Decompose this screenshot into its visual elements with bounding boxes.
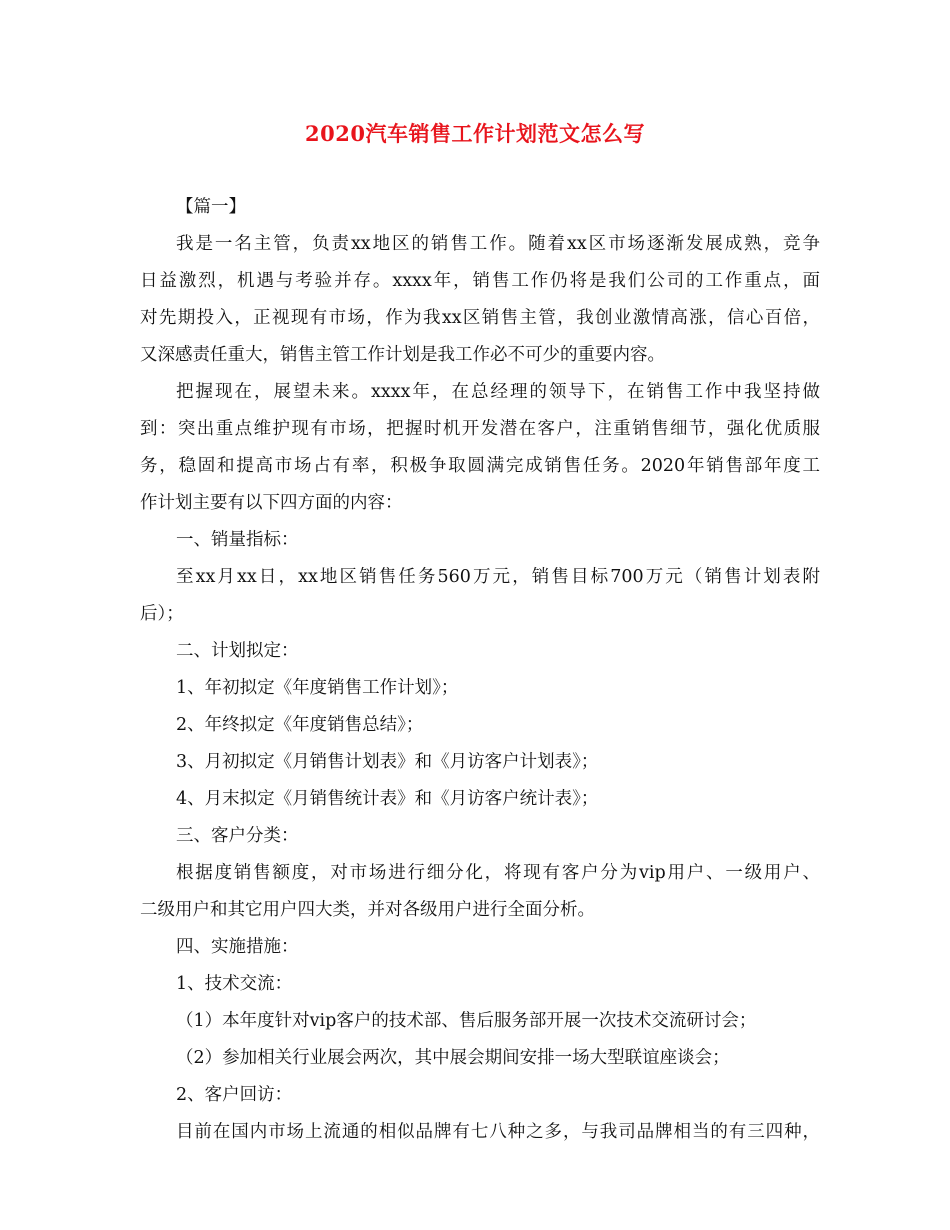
text-line: 四、实施措施：: [176, 937, 299, 957]
text-line: 日益激烈，机遇与考验并存。xxxx年，销售工作仍将是我们公司的工作重点，面: [140, 271, 820, 291]
text-line: 二级用户和其它用户四大类，并对各级用户进行全面分析。: [140, 900, 595, 920]
text-line: 1、技术交流：: [176, 974, 293, 994]
text-line: 至xx月xx日，xx地区销售任务560万元，销售目标700万元（销售计划表附: [176, 567, 820, 587]
text-line: 务，稳固和提高市场占有率，积极争取圆满完成销售任务。2020年销售部年度工: [140, 456, 820, 476]
text-line: 把握现在，展望未来。xxxx年，在总经理的领导下，在销售工作中我坚持做: [176, 382, 820, 402]
text-line: 根据度销售额度，对市场进行细分化，将现有客户分为vip用户、一级用户、: [176, 863, 820, 883]
text-line: 一、销量指标：: [176, 530, 299, 550]
text-line: 作计划主要有以下四方面的内容：: [140, 493, 403, 513]
text-line: 【篇一】: [176, 197, 246, 217]
text-line: 1、年初拟定《年度销售工作计划》；: [176, 678, 459, 698]
document-title: 2020汽车销售工作计划范文怎么写: [305, 121, 645, 146]
text-line: 三、客户分类：: [176, 826, 299, 846]
text-line: 对先期投入，正视现有市场，作为我xx区销售主管，我创业激情高涨，信心百倍，: [140, 308, 820, 328]
text-line: 二、计划拟定：: [176, 641, 299, 661]
text-line: 目前在国内市场上流通的相似品牌有七八种之多，与我司品牌相当的有三四种，: [176, 1122, 820, 1142]
text-line: 4、月末拟定《月销售统计表》和《月访客户统计表》；: [176, 789, 599, 809]
text-line: 我是一名主管，负责xx地区的销售工作。随着xx区市场逐渐发展成熟，竞争: [176, 234, 820, 254]
text-line: 又深感责任重大，销售主管工作计划是我工作必不可少的重要内容。: [140, 345, 665, 365]
text-line: 后）；: [140, 604, 184, 624]
text-line: （1）本年度针对vip客户的技术部、售后服务部开展一次技术交流研讨会；: [176, 1011, 757, 1031]
text-line: （2）参加相关行业展会两次，其中展会期间安排一场大型联谊座谈会；: [176, 1048, 730, 1068]
text-line: 3、月初拟定《月销售计划表》和《月访客户计划表》；: [176, 752, 599, 772]
text-line: 2、客户回访：: [176, 1085, 293, 1105]
text-line: 2、年终拟定《年度销售总结》；: [176, 715, 424, 735]
text-line: 到：突出重点维护现有市场，把握时机开发潜在客户，注重销售细节，强化优质服: [140, 419, 820, 439]
